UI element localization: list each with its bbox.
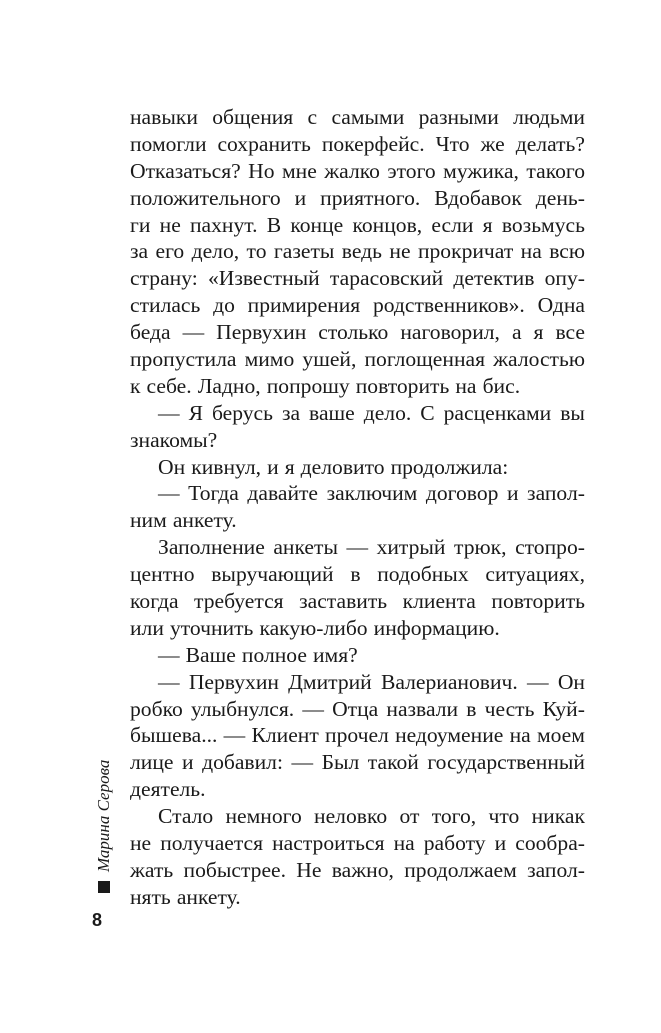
text-line: беда — Первухин столько наговорил, а я все	[130, 320, 585, 345]
text-line: не получается настроиться на работу и сообра-	[130, 831, 585, 856]
text-line: — Я берусь за ваше дело. С расценками вы	[158, 400, 585, 425]
text-line: бышева... — Клиент прочел недоумение на моем	[130, 723, 585, 748]
text-line: Он кивнул, и я деловито продолжила:	[158, 454, 509, 479]
text-line: Стало немного неловко от того, что никак	[158, 804, 585, 829]
header-square-marker	[98, 881, 110, 893]
text-line: Отказаться? Но мне жалко этого мужика, такого	[130, 158, 585, 183]
text-line: Заполнение анкеты — хитрый трюк, стопро-	[158, 535, 585, 560]
text-line: жать побыстрее. Не важно, продолжаем запол-	[130, 857, 585, 882]
text-line: ги не пахнут. В конце концов, если я возьмусь	[130, 212, 585, 237]
text-line: стилась до примирения родственников». Одна	[130, 293, 585, 318]
text-line: пропустила мимо ушей, поглощенная жалостью	[130, 347, 585, 372]
text-line: центно выручающий в подобных ситуациях,	[130, 562, 585, 587]
text-line: знакомы?	[130, 427, 218, 452]
text-line: помогли сохранить покерфейс. Что же делать?	[130, 131, 585, 156]
text-line: навыки общения с самыми разными людьми	[130, 105, 585, 129]
text-line: — Первухин Дмитрий Валерианович. — Он	[158, 669, 585, 694]
text-line: ним анкету.	[130, 508, 237, 533]
text-line: положительного и приятного. Вдобавок день-	[130, 185, 585, 210]
text-line: или уточнить какую-либо информацию.	[130, 615, 500, 640]
text-line: робко улыбнулся. — Отца назвали в честь Куй-	[130, 696, 585, 721]
body-text	[130, 104, 585, 911]
text-line: — Ваше полное имя?	[158, 642, 358, 667]
text-line: деятель.	[130, 777, 206, 802]
text-line: за его дело, то газеты ведь не прокричат на всю	[130, 239, 585, 264]
text-line: страну: «Известный тарасовский детектив опу-	[130, 266, 585, 291]
text-line: — Тогда давайте заключим договор и запол-	[158, 481, 585, 506]
page-number: 8	[92, 910, 103, 930]
author-name: Марина Серова	[94, 759, 113, 872]
text-line: к себе. Ладно, попрошу повторить на бис.	[130, 373, 521, 398]
text-line: когда требуется заставить клиента повторить	[130, 589, 585, 614]
running-header	[94, 760, 114, 893]
text-line: нять анкету.	[130, 884, 241, 909]
text-line: лице и добавил: — Был такой государственный	[130, 750, 585, 775]
